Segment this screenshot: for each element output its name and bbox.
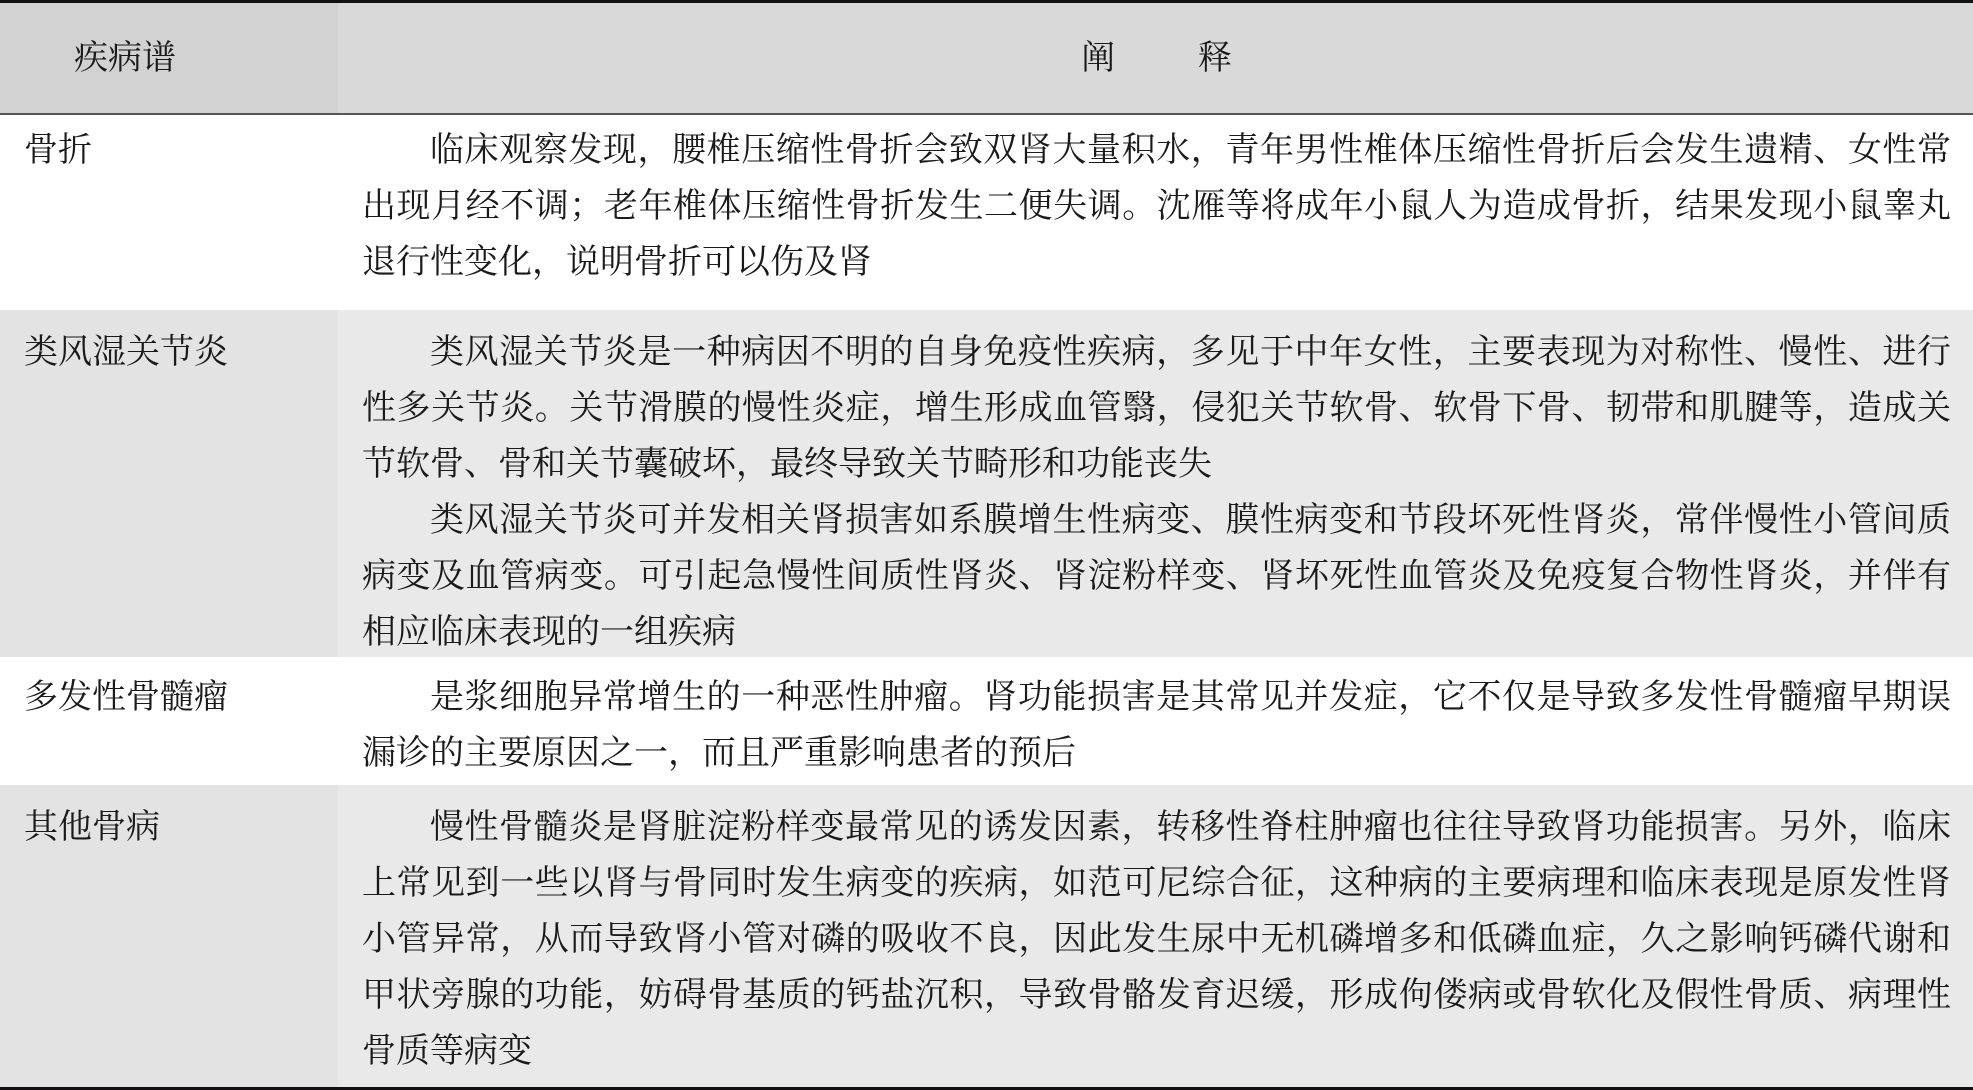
explanation-paragraph: 类风湿关节炎可并发相关肾损害如系膜增生性病变、膜性病变和节段坏死性肾炎，常伴慢性小管间质病变及血管病变。可引起急慢性间质性肾炎、肾淀粉样变、肾坏死性血管炎及免疫复合物性肾炎，并伴有相应临床表现的一组疾病 <box>362 500 1951 652</box>
table-row <box>0 115 1973 310</box>
disease-name: 骨折 <box>24 130 92 170</box>
disease-explanation <box>338 657 1973 785</box>
explanation-paragraph: 临床观察发现，腰椎压缩性骨折会致双肾大量积水，青年男性椎体压缩性骨折后会发生遗精、女性常出现月经不调；老年椎体压缩性骨折发生二便失调。沈雁等将成年小鼠人为造成骨折，结果发现小鼠睾丸退行性变化，说明骨折可以伤及肾 <box>362 130 1951 282</box>
disease-name: 其他骨病 <box>0 785 338 1087</box>
header-disease-spectrum: 疾病谱 <box>0 3 338 113</box>
table-row <box>0 657 1973 785</box>
table-row <box>0 785 1973 1087</box>
disease-explanation <box>338 115 1973 310</box>
explanation-paragraph: 类风湿关节炎是一种病因不明的自身免疫性疾病，多见于中年女性，主要表现为对称性、慢性、进行性多关节炎。关节滑膜的慢性炎症，增生形成血管翳，侵犯关节软骨、软骨下骨、韧带和肌腱等，造成关节软骨、骨和关节囊破坏，最终导致关节畸形和功能丧失 <box>362 332 1951 484</box>
disease-name: 类风湿关节炎 <box>0 310 338 657</box>
disease-explanation <box>338 310 1973 657</box>
table-row <box>0 310 1973 657</box>
explanation-paragraph: 是浆细胞异常增生的一种恶性肿瘤。肾功能损害是其常见并发症，它不仅是导致多发性骨髓瘤早期误漏诊的主要原因之一，而且严重影响患者的预后 <box>362 677 1951 773</box>
explanation-paragraph: 慢性骨髓炎是肾脏淀粉样变最常见的诱发因素，转移性脊柱肿瘤也往往导致肾功能损害。另外，临床上常见到一些以肾与骨同时发生病变的疾病，如范可尼综合征，这种病的主要病理和临床表现是原发性肾小管异常，从而导致肾小管对磷的吸收不良，因此发生尿中无机磷增多和低磷血症，久之影响钙磷代谢和甲状旁腺的功能，妨碍骨基质的钙盐沉积，导致骨骼发育迟缓，形成佝偻病或骨软化及假性骨质、病理性骨质等病变 <box>362 807 1951 1071</box>
disease-name: 多发性骨髓瘤 <box>24 677 228 717</box>
header-explanation: 阐 释 <box>1081 38 1268 78</box>
table-header <box>0 3 1973 115</box>
disease-explanation <box>338 785 1973 1087</box>
